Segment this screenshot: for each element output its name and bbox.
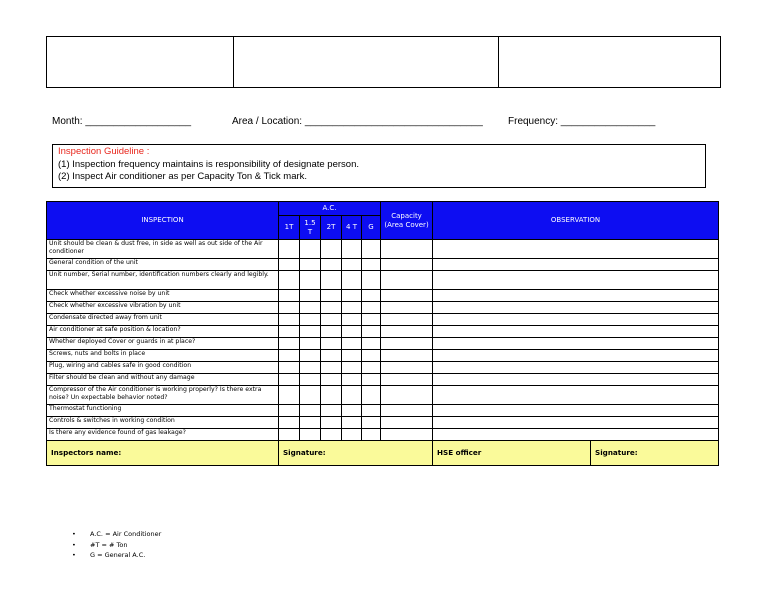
header-1-5t: 1.5 T — [300, 216, 321, 240]
inspection-item: Filter should be clean and without any damage — [47, 374, 279, 386]
check-1t[interactable] — [279, 417, 300, 429]
capacity-cell[interactable] — [381, 386, 433, 405]
table-row — [47, 302, 719, 314]
observation-cell[interactable] — [433, 429, 719, 441]
check-4t[interactable] — [342, 259, 362, 271]
table-row — [47, 417, 719, 429]
check-g[interactable] — [362, 290, 381, 302]
check-2t[interactable] — [321, 362, 342, 374]
check-g[interactable] — [362, 417, 381, 429]
table-row — [47, 326, 719, 338]
table-row — [47, 429, 719, 441]
check-2t[interactable] — [321, 240, 342, 259]
check-g[interactable] — [362, 326, 381, 338]
legend-notes — [72, 529, 161, 561]
note-text: G = General A.C. — [90, 551, 146, 559]
inspection-item: Check whether excessive vibration by unit — [47, 302, 279, 314]
check-4t[interactable] — [342, 326, 362, 338]
capacity-cell[interactable] — [381, 338, 433, 350]
check-1-5t[interactable] — [300, 271, 321, 290]
inspection-guideline — [52, 144, 706, 188]
check-4t[interactable] — [342, 302, 362, 314]
check-2t[interactable] — [321, 271, 342, 290]
check-4t[interactable] — [342, 362, 362, 374]
header-1t: 1T — [279, 216, 300, 240]
check-1-5t[interactable] — [300, 338, 321, 350]
check-g[interactable] — [362, 240, 381, 259]
inspection-item: Thermostat functioning — [47, 405, 279, 417]
check-g[interactable] — [362, 362, 381, 374]
check-2t[interactable] — [321, 350, 342, 362]
inspection-item: Controls & switches in working condition — [47, 417, 279, 429]
capacity-cell[interactable] — [381, 374, 433, 386]
table-row — [47, 362, 719, 374]
check-4t[interactable] — [342, 374, 362, 386]
check-1-5t[interactable] — [300, 374, 321, 386]
hse-officer-field[interactable]: HSE officer — [433, 441, 591, 466]
note-item — [72, 529, 161, 540]
check-1-5t[interactable] — [300, 362, 321, 374]
note-item — [72, 540, 161, 551]
check-2t[interactable] — [321, 386, 342, 405]
header-2t: 2T — [321, 216, 342, 240]
inspection-item: Unit should be clean & dust free, in side as well as out side of the Air conditioner — [47, 240, 279, 259]
inspector-name-field[interactable]: Inspectors name: — [47, 441, 279, 466]
check-4t[interactable] — [342, 240, 362, 259]
observation-cell[interactable] — [433, 374, 719, 386]
observation-cell[interactable] — [433, 240, 719, 259]
check-1t[interactable] — [279, 314, 300, 326]
document-header-box — [46, 36, 721, 88]
check-4t[interactable] — [342, 386, 362, 405]
check-1t[interactable] — [279, 362, 300, 374]
capacity-cell[interactable] — [381, 350, 433, 362]
header-4t: 4 T — [342, 216, 362, 240]
inspection-item: Whether deployed Cover or guards in at place? — [47, 338, 279, 350]
observation-cell[interactable] — [433, 338, 719, 350]
check-g[interactable] — [362, 302, 381, 314]
check-1t[interactable] — [279, 302, 300, 314]
capacity-cell[interactable] — [381, 271, 433, 290]
check-1t[interactable] — [279, 326, 300, 338]
inspection-item: Screws, nuts and bolts in place — [47, 350, 279, 362]
table-row — [47, 374, 719, 386]
table-row — [47, 405, 719, 417]
inspection-item: Check whether excessive noise by unit — [47, 290, 279, 302]
check-2t[interactable] — [321, 338, 342, 350]
check-g[interactable] — [362, 259, 381, 271]
observation-cell[interactable] — [433, 362, 719, 374]
check-1t[interactable] — [279, 386, 300, 405]
table-row — [47, 350, 719, 362]
note-text: A.C. = Air Conditioner — [90, 530, 162, 538]
header-cell-left — [47, 37, 234, 87]
check-1t[interactable] — [279, 429, 300, 441]
header-ac: A.C. — [279, 202, 381, 216]
table-row — [47, 314, 719, 326]
check-4t[interactable] — [342, 350, 362, 362]
check-4t[interactable] — [342, 405, 362, 417]
check-4t[interactable] — [342, 417, 362, 429]
check-g[interactable] — [362, 338, 381, 350]
check-1-5t[interactable] — [300, 259, 321, 271]
guideline-line: (2) Inspect Air conditioner as per Capacity Ton & Tick mark. — [58, 171, 308, 182]
check-g[interactable] — [362, 374, 381, 386]
check-4t[interactable] — [342, 429, 362, 441]
check-4t[interactable] — [342, 338, 362, 350]
check-1t[interactable] — [279, 259, 300, 271]
table-row — [47, 386, 719, 405]
check-1-5t[interactable] — [300, 240, 321, 259]
check-2t[interactable] — [321, 374, 342, 386]
table-row — [47, 240, 719, 259]
check-2t[interactable] — [321, 405, 342, 417]
check-2t[interactable] — [321, 302, 342, 314]
header-cell-right — [499, 37, 720, 87]
check-2t[interactable] — [321, 326, 342, 338]
observation-cell[interactable] — [433, 302, 719, 314]
capacity-cell[interactable] — [381, 417, 433, 429]
table-row — [47, 290, 719, 302]
check-1t[interactable] — [279, 271, 300, 290]
check-g[interactable] — [362, 271, 381, 290]
header-inspection: INSPECTION — [47, 202, 279, 240]
table-row — [47, 338, 719, 350]
bullet-icon: • — [72, 540, 76, 549]
inspection-item: Condensate directed away from unit — [47, 314, 279, 326]
check-g[interactable] — [362, 314, 381, 326]
observation-cell[interactable] — [433, 271, 719, 290]
header-capacity: Capacity (Area Cover) — [381, 202, 433, 240]
inspection-item: Air conditioner at safe position & location? — [47, 326, 279, 338]
header-observation: OBSERVATION — [433, 202, 719, 240]
check-4t[interactable] — [342, 290, 362, 302]
header-cell-center — [234, 37, 499, 87]
check-1t[interactable] — [279, 240, 300, 259]
observation-cell[interactable] — [433, 350, 719, 362]
inspection-item: Is there any evidence found of gas leakage? — [47, 429, 279, 441]
frequency-field[interactable]: Frequency: _________________ — [508, 116, 656, 127]
capacity-cell[interactable] — [381, 240, 433, 259]
note-text: #T = # Ton — [90, 540, 128, 549]
header-g: G — [362, 216, 381, 240]
check-2t[interactable] — [321, 314, 342, 326]
inspection-item: General condition of the unit — [47, 259, 279, 271]
guideline-title: Inspection Guideline : — [58, 146, 150, 157]
check-1t[interactable] — [279, 350, 300, 362]
observation-cell[interactable] — [433, 326, 719, 338]
area-location-field[interactable]: Area / Location: ________________________________ — [232, 116, 483, 127]
check-1-5t[interactable] — [300, 302, 321, 314]
check-1t[interactable] — [279, 405, 300, 417]
inspector-signature-field[interactable]: Signature: — [279, 441, 433, 466]
check-1-5t[interactable] — [300, 326, 321, 338]
observation-cell[interactable] — [433, 259, 719, 271]
inspection-item: Unit number, Serial number, identification numbers clearly and legibly. — [47, 271, 279, 290]
check-2t[interactable] — [321, 290, 342, 302]
month-field[interactable]: Month: ___________________ — [52, 116, 192, 127]
form-fields — [52, 116, 732, 130]
capacity-cell[interactable] — [381, 429, 433, 441]
check-g[interactable] — [362, 350, 381, 362]
capacity-cell[interactable] — [381, 405, 433, 417]
check-2t[interactable] — [321, 259, 342, 271]
check-1-5t[interactable] — [300, 405, 321, 417]
capacity-cell[interactable] — [381, 302, 433, 314]
check-2t[interactable] — [321, 417, 342, 429]
bullet-icon: • — [72, 530, 76, 538]
check-1t[interactable] — [279, 338, 300, 350]
check-g[interactable] — [362, 429, 381, 441]
table-row — [47, 259, 719, 271]
check-1-5t[interactable] — [300, 350, 321, 362]
capacity-cell[interactable] — [381, 290, 433, 302]
inspection-item: Compressor of the Air conditioner is working properly? Is there extra noise? Un expectable behavior noted? — [47, 386, 279, 405]
guideline-line: (1) Inspection frequency maintains is responsibility of designate person. — [58, 158, 359, 170]
inspection-item: Plug, wiring and cables safe in good condition — [47, 362, 279, 374]
observation-cell[interactable] — [433, 290, 719, 302]
check-2t[interactable] — [321, 429, 342, 441]
check-4t[interactable] — [342, 271, 362, 290]
table-row — [47, 271, 719, 290]
capacity-cell[interactable] — [381, 362, 433, 374]
capacity-cell[interactable] — [381, 259, 433, 271]
observation-cell[interactable] — [433, 417, 719, 429]
note-item — [72, 550, 161, 561]
check-1t[interactable] — [279, 374, 300, 386]
hse-signature-field[interactable]: Signature: — [591, 441, 719, 466]
capacity-cell[interactable] — [381, 314, 433, 326]
check-1-5t[interactable] — [300, 314, 321, 326]
observation-cell[interactable] — [433, 314, 719, 326]
check-g[interactable] — [362, 405, 381, 417]
check-1-5t[interactable] — [300, 429, 321, 441]
bullet-icon: • — [72, 551, 76, 559]
check-1-5t[interactable] — [300, 290, 321, 302]
check-1-5t[interactable] — [300, 417, 321, 429]
check-g[interactable] — [362, 386, 381, 405]
observation-cell[interactable] — [433, 405, 719, 417]
check-4t[interactable] — [342, 314, 362, 326]
check-1-5t[interactable] — [300, 386, 321, 405]
observation-cell[interactable] — [433, 386, 719, 405]
inspection-table — [46, 201, 719, 466]
check-1t[interactable] — [279, 290, 300, 302]
capacity-cell[interactable] — [381, 326, 433, 338]
